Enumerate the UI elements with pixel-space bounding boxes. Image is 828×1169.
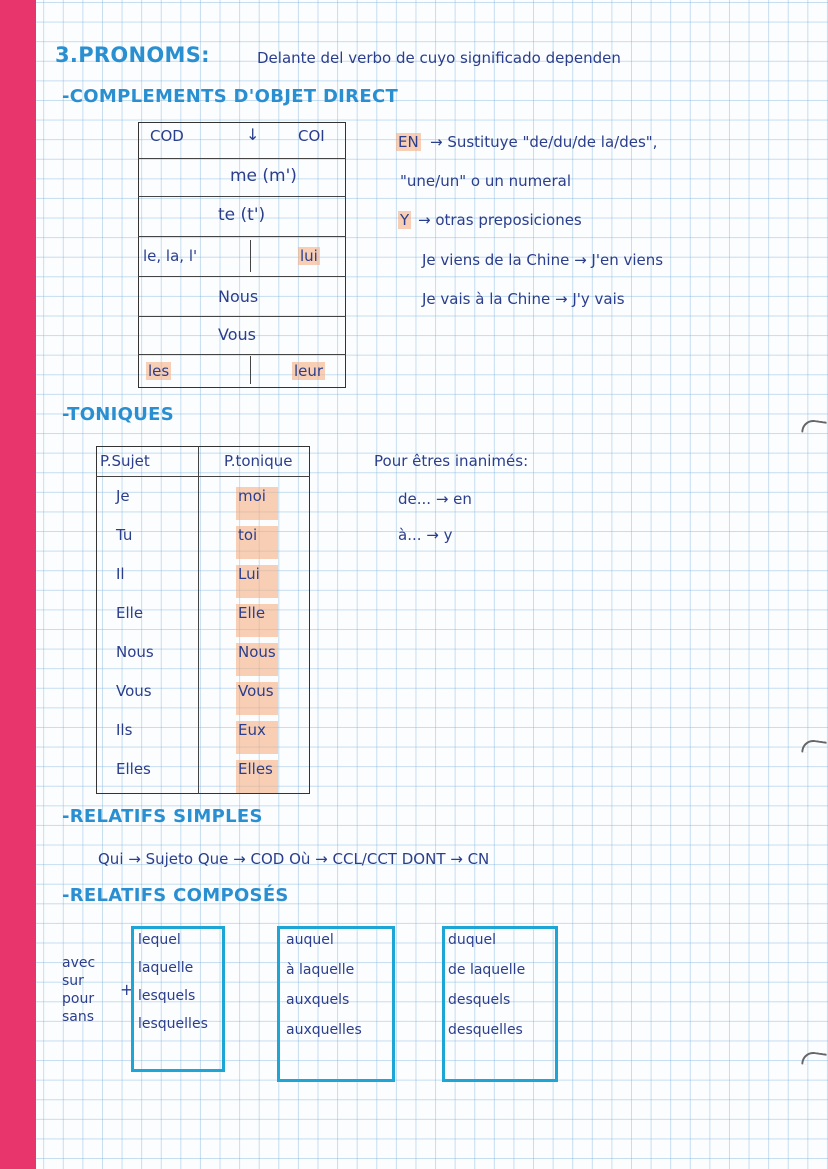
relative-pronoun: lesquels [138,988,196,1004]
preposition: pour [62,991,95,1007]
relatifs-simples-line: Qui → Sujeto Que → COD Où → CCL/CCT DONT → CN [98,850,490,868]
inanimes-note-title: Pour êtres inanimés: [374,452,529,470]
group3-list [448,932,525,1038]
relative-pronoun: duquel [448,932,497,948]
tonique-pronoun: Eux [236,721,278,754]
group1-list [138,932,208,1032]
sujet-pronoun: Ils [116,721,133,739]
pronoun-leur: leur [294,362,324,380]
tonique-pronoun: toi [236,526,278,559]
relative-pronoun: laquelle [138,960,194,976]
sujet-pronoun: Elle [116,604,144,622]
sujet-column [116,487,154,793]
pronoun-me: me (m') [230,166,297,186]
relative-pronoun: de laquelle [448,962,526,978]
y-key: Y [400,211,410,229]
preposition: avec [62,955,96,971]
inanimes-note-y: à... → y [398,526,453,544]
relative-pronoun: lesquelles [138,1016,208,1032]
en-text: → Sustituye "de/du/de la/des", [430,133,658,151]
pronoun-le-la: le, la, l' [143,247,198,265]
header-sujet: P.Sujet [100,452,150,470]
relative-pronoun: auxquels [286,992,350,1008]
pronoun-te: te (t') [218,205,266,225]
relative-pronoun: auquel [286,932,334,948]
section-title: 3.PRONOMS: [55,43,210,67]
tonique-pronoun: moi [236,487,278,520]
group2-list [286,932,362,1038]
sujet-pronoun: Vous [116,682,152,700]
tonique-pronoun: Lui [236,565,278,598]
example-y: Je vais à la Chine → J'y vais [422,290,625,308]
sujet-pronoun: Il [116,565,125,583]
en-key: EN [398,133,419,151]
sujet-pronoun: Je [116,487,130,505]
tonique-pronoun: Elles [236,760,278,793]
pronoun-nous: Nous [218,287,259,306]
header-coi: COI [298,127,325,145]
punch-hole [801,418,827,435]
tonique-pronoun: Vous [236,682,278,715]
pronoun-les: les [148,362,170,380]
relatifs-simples-title: -RELATIFS SIMPLES [62,806,263,827]
punch-hole [801,738,827,755]
relative-pronoun: lequel [138,932,181,948]
tonique-pronoun: Nous [236,643,278,676]
relative-pronoun: desquels [448,992,511,1008]
relative-pronoun: auxquelles [286,1022,362,1038]
y-text: → otras preposiciones [418,211,582,229]
inanimes-note-en: de... → en [398,490,472,508]
relatifs-composes-title: -RELATIFS COMPOSÉS [62,885,289,906]
sujet-pronoun: Tu [116,526,133,544]
preposition: sur [62,973,84,989]
sujet-pronoun: Nous [116,643,154,661]
prepositions-list [62,955,95,1025]
plus-sign: + [120,980,134,999]
example-en: Je viens de la Chine → J'en viens [422,251,664,269]
toniques-title: -TONIQUES [62,404,175,425]
preposition: sans [62,1009,95,1025]
tonique-pronoun: Elle [236,604,278,637]
sujet-pronoun: Elles [116,760,151,778]
relative-pronoun: desquelles [448,1022,523,1038]
cod-title: -COMPLEMENTS D'OBJET DIRECT [62,86,399,107]
pronoun-vous: Vous [218,325,256,344]
pronoun-lui: lui [300,247,318,265]
header-arrow-icon: ↓ [246,125,260,144]
header-cod: COD [150,127,184,145]
section-subtitle: Delante del verbo de cuyo significado dependen [257,49,621,67]
relative-pronoun: à laquelle [286,962,355,978]
red-margin [0,0,36,1169]
tonique-column [236,487,278,793]
header-tonique: P.tonique [224,452,293,470]
en-text-2: "une/un" o un numeral [400,172,571,190]
punch-hole [801,1050,827,1067]
